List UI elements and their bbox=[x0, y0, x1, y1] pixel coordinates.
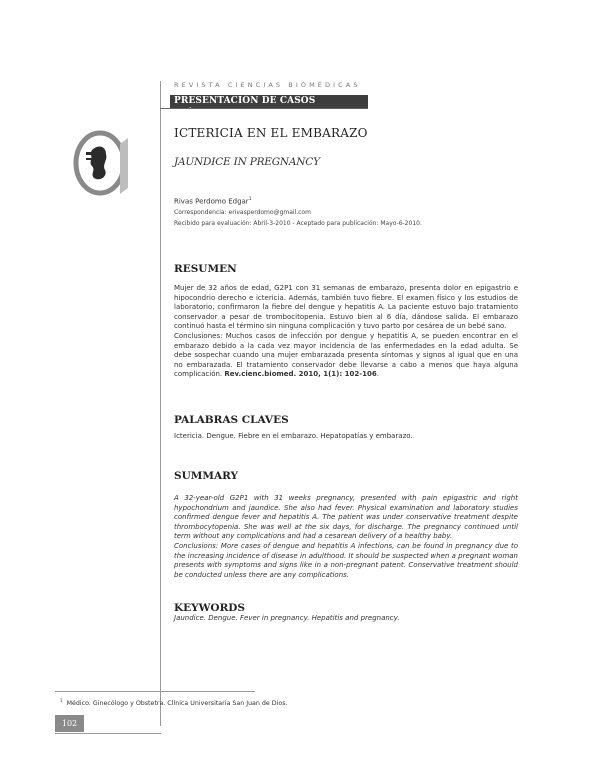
article-title: ICTERICIA EN EL EMBARAZO bbox=[174, 126, 368, 140]
summary-paragraph-1: A 32-year-old G2P1 with 31 weeks pregnancy, presented with pain epigastric and right hypochondrium and jaundice. She also had fever. Physical examination and laboratory studies confirmed dengue fever and hepatitis A. The patient was under conservative treatment despite thrombocytopenia. She was well at the six days, for discharge. The pregnancy continued until term without any complications and had a cesarean delivery of a healthy baby. bbox=[174, 494, 518, 541]
footnote-mark: 1 bbox=[60, 698, 63, 703]
resumen-body bbox=[174, 284, 518, 380]
citation-end: . bbox=[376, 370, 379, 379]
keywords-text: Jaundice. Dengue. Fever in pregnancy. Hepatitis and pregnancy. bbox=[174, 614, 400, 622]
resumen-paragraph-2 bbox=[174, 332, 518, 380]
journal-name: REVISTA CIENCIAS BIOMÉDICAS bbox=[174, 81, 361, 89]
footnote-rule bbox=[55, 691, 255, 692]
footnote bbox=[60, 698, 288, 707]
summary-body bbox=[174, 494, 518, 580]
palabras-text: Ictericia. Dengue. Fiebre en el embarazo. Hepatopatías y embarazo. bbox=[174, 432, 413, 440]
vertical-rule bbox=[160, 81, 161, 726]
keywords-heading: KEYWORDS bbox=[174, 602, 245, 614]
author-name: Rivas Perdomo Edgar bbox=[174, 197, 249, 206]
palabras-heading: PALABRAS CLAVES bbox=[174, 414, 289, 426]
section-label: PRESENTACIÓN DE CASOS CLÍNICOS bbox=[170, 95, 368, 108]
author bbox=[174, 197, 252, 205]
summary-paragraph-2: Conclusions: More cases of dengue and hepatitis A infections, can be found in pregnancy due to the increasing incidence of disease in adulthood. It should be suspected when a pregnant woman presents with symptoms and signs like in a non-pregnant patent. Conservative treatment should be conducted unless there are any complications. bbox=[174, 541, 518, 579]
page-number: 102 bbox=[55, 715, 84, 732]
summary-heading: SUMMARY bbox=[174, 470, 239, 482]
correspondence: Correspondencia: erivasperdomo@gmail.com bbox=[174, 209, 311, 216]
resumen-conclusions: Conclusiones: Muchos casos de infección por dengue y hepatitis A, se pueden encontrar en el embarazo debido a la cada vez mayor incidencia de las enfermedades en la edad adulta. Se debe sospechar cuando una mujer embarazada presenta síntomas y signos al igual que en una no embarazada. El tratamiento conservador debe llevarse a cabo a menos que haya alguna complicación. bbox=[174, 331, 518, 379]
received-dates: Recibido para evaluación: Abril-3-2010 - Aceptado para publicación: Mayo-6-2010. bbox=[174, 220, 422, 227]
footnote-text: Médico. Ginecólogo y Obstetra. Clínica Universitaria San Juan de Dios. bbox=[66, 700, 288, 708]
resumen-paragraph-1: Mujer de 32 años de edad, G2P1 con 31 semanas de embarazo, presenta dolor en epigastrio e hipocondrio derecho e ictericia. Además, también tuvo fiebre. El examen físico y los estudios de laboratorio, confirmaron la fiebre del dengue y hepatitis A. La paciente estuvo bajo tratamiento conservador a pesar de trombocitopenia. Estuvo bien al 6 día, dándose salida. El embarazo continuó hasta el término sin ninguna complicación y tuvo parto por cesárea de un bebé sano. bbox=[174, 284, 518, 331]
article-subtitle: JAUNDICE IN PREGNANCY bbox=[174, 156, 320, 168]
resumen-heading: RESUMEN bbox=[174, 263, 237, 275]
header-rule bbox=[160, 108, 368, 109]
author-note-mark: 1 bbox=[248, 197, 252, 202]
bottom-rule bbox=[55, 733, 161, 734]
citation: Rev.cienc.biomed. 2010, 1(1): 102-106 bbox=[224, 370, 377, 379]
journal-logo-icon bbox=[72, 130, 134, 198]
